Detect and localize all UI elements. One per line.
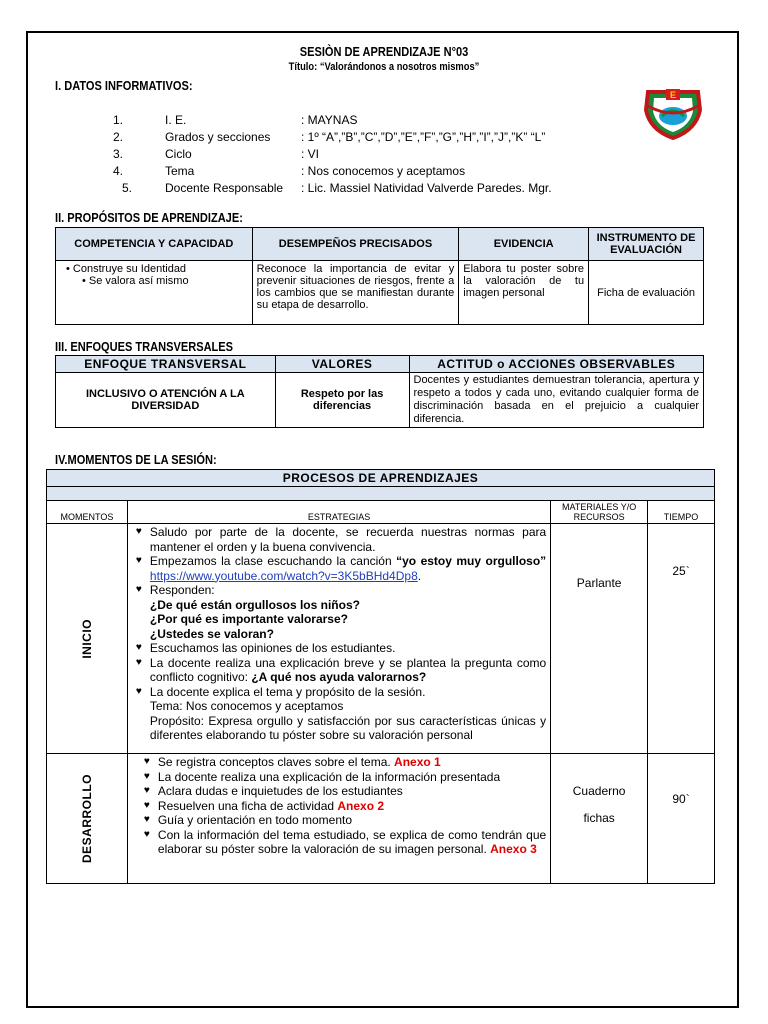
document-title: SESIÒN DE APRENDIZAJE N°03 — [299, 44, 469, 59]
actitud-cell: Docentes y estudiantes demuestran tolerancia, apertura y respeto a todos y cada uno, evitando cualquier forma de discriminación basada en el prejuicio a cualquier diferencia. — [409, 373, 704, 428]
desarrollo-item-1: ♥ Se registra conceptos claves sobre el tema. Anexo 1 — [140, 755, 546, 770]
section-propositos-heading: II. PROPÓSITOS DE APRENDIZAJE: — [55, 210, 243, 225]
momento-inicio: INICIO — [47, 524, 128, 754]
desarrollo-strategies — [127, 754, 550, 884]
section-enfoques-heading: III. ENFOQUES TRANSVERSALES — [55, 339, 234, 354]
col-competencia: COMPETENCIA Y CAPACIDAD — [56, 228, 253, 261]
inicio-item-1: ♥ Saludo por parte de la docente, se recuerda nuestras normas para mantener el orden y la buena convivencia. — [132, 525, 546, 554]
song-link[interactable]: https://www.youtube.com/watch?v=3K5bBHd4Dp8 — [149, 568, 418, 583]
desarrollo-item-6: ♥ Con la información del tema estudiado, se explica de como tendrán que elaborar su póster sobre la valoración de su imagen personal. Anexo 3 — [140, 828, 546, 857]
desarrollo-item-2: ♥ La docente realiza una explicación de la información presentada — [140, 770, 546, 785]
inicio-material: Parlante — [551, 524, 648, 754]
inicio-item-3: ♥ Responden: ¿De qué están orgullosos los niños? ¿Por qué es importante valorarse? ¿Ustedes se valoran? — [132, 583, 546, 641]
evidencia-cell: Elabora tu poster sobre la valoración de tu imagen personal — [459, 261, 589, 325]
section-momentos-heading: IV.MOMENTOS DE LA SESIÓN: — [55, 452, 217, 467]
svg-text:E: E — [669, 90, 677, 100]
desarrollo-item-4: ♥ Resuelven una ficha de actividad Anexo 2 — [140, 799, 546, 814]
inicio-tiempo: 25` — [648, 524, 715, 754]
col-materiales: MATERIALES Y/O RECURSOS — [551, 501, 648, 524]
inicio-strategies — [127, 524, 550, 754]
col-momentos: MOMENTOS — [47, 501, 128, 524]
propositos-table — [55, 227, 704, 325]
inicio-item-6: ♥ La docente explica el tema y propósito de la sesión. Tema: Nos conocemos y aceptamos Propósito: Expresa orgullo y satisfacción por sus características únicas y diferentes elaborando tu póster sobre su valoración personal — [132, 685, 546, 743]
momentos-table — [46, 469, 715, 884]
col-enfoque: ENFOQUE TRANSVERSAL — [56, 356, 276, 373]
desarrollo-item-3: ♥ Aclara dudas e inquietudes de los estudiantes — [140, 784, 546, 799]
info-row-docente: 5. Docente Responsable : Lic. Massiel Natividad Valverde Paredes. Mgr. — [121, 181, 552, 195]
info-row-tema: 4. Tema : Nos conocemos y aceptamos — [112, 164, 466, 178]
instrumento-cell: Ficha de evaluación — [589, 261, 704, 325]
col-valores: VALORES — [275, 356, 409, 373]
info-row-grados: 2. Grados y secciones : 1º “A”,”B”,”C”,”D”,”E”,”F”,”G”,”H”,”I”,”J”,”K” “L” — [112, 130, 546, 144]
col-tiempo: TIEMPO — [648, 501, 715, 524]
col-instrumento: INSTRUMENTO DE EVALUACIÓN — [589, 228, 704, 261]
procesos-spacer — [47, 487, 715, 501]
info-row-ciclo: 3. Ciclo : VI — [112, 147, 320, 161]
valor-cell: Respeto por las diferencias — [275, 373, 409, 428]
desarrollo-item-5: ♥ Guía y orientación en todo momento — [140, 813, 546, 828]
col-desempenos: DESEMPEÑOS PRECISADOS — [252, 228, 459, 261]
inicio-item-2: ♥ Empezamos la clase escuchando la canción “yo estoy muy orgulloso” https://www.youtube.com/watch?v=3K5bBHd4Dp8. — [132, 554, 546, 583]
desarrollo-tiempo: 90` — [648, 754, 715, 884]
document-subtitle: Título: “Valorándonos a nosotros mismos” — [288, 61, 480, 73]
momento-desarrollo: DESARROLLO — [47, 754, 128, 884]
info-row-ie: 1. I. E. : MAYNAS — [112, 113, 358, 127]
desarrollo-material: Cuaderno fichas — [551, 754, 648, 884]
desempeno-cell: Reconoce la importancia de evitar y prevenir situaciones de riesgos, frente a los cambios que se manifiestan durante su etapa de desarrollo. — [252, 261, 459, 325]
col-evidencia: EVIDENCIA — [459, 228, 589, 261]
col-actitud: ACTITUD o ACCIONES OBSERVABLES — [409, 356, 704, 373]
inicio-item-4: ♥ Escuchamos las opiniones de los estudiantes. — [132, 641, 546, 656]
enfoques-table — [55, 355, 704, 428]
section-datos-heading: I. DATOS INFORMATIVOS: — [55, 78, 193, 93]
col-estrategias: ESTRATEGIAS — [127, 501, 550, 524]
procesos-title: PROCESOS DE APRENDIZAJES — [47, 470, 715, 487]
enfoque-cell: INCLUSIVO O ATENCIÓN A LA DIVERSIDAD — [56, 373, 276, 428]
competencia-cell: • Construye su Identidad • Se valora así mismo — [56, 261, 253, 325]
inicio-item-5: ♥ La docente realiza una explicación breve y se plantea la pregunta como conflicto cognitivo: ¿A qué nos ayuda valorarnos? — [132, 656, 546, 685]
